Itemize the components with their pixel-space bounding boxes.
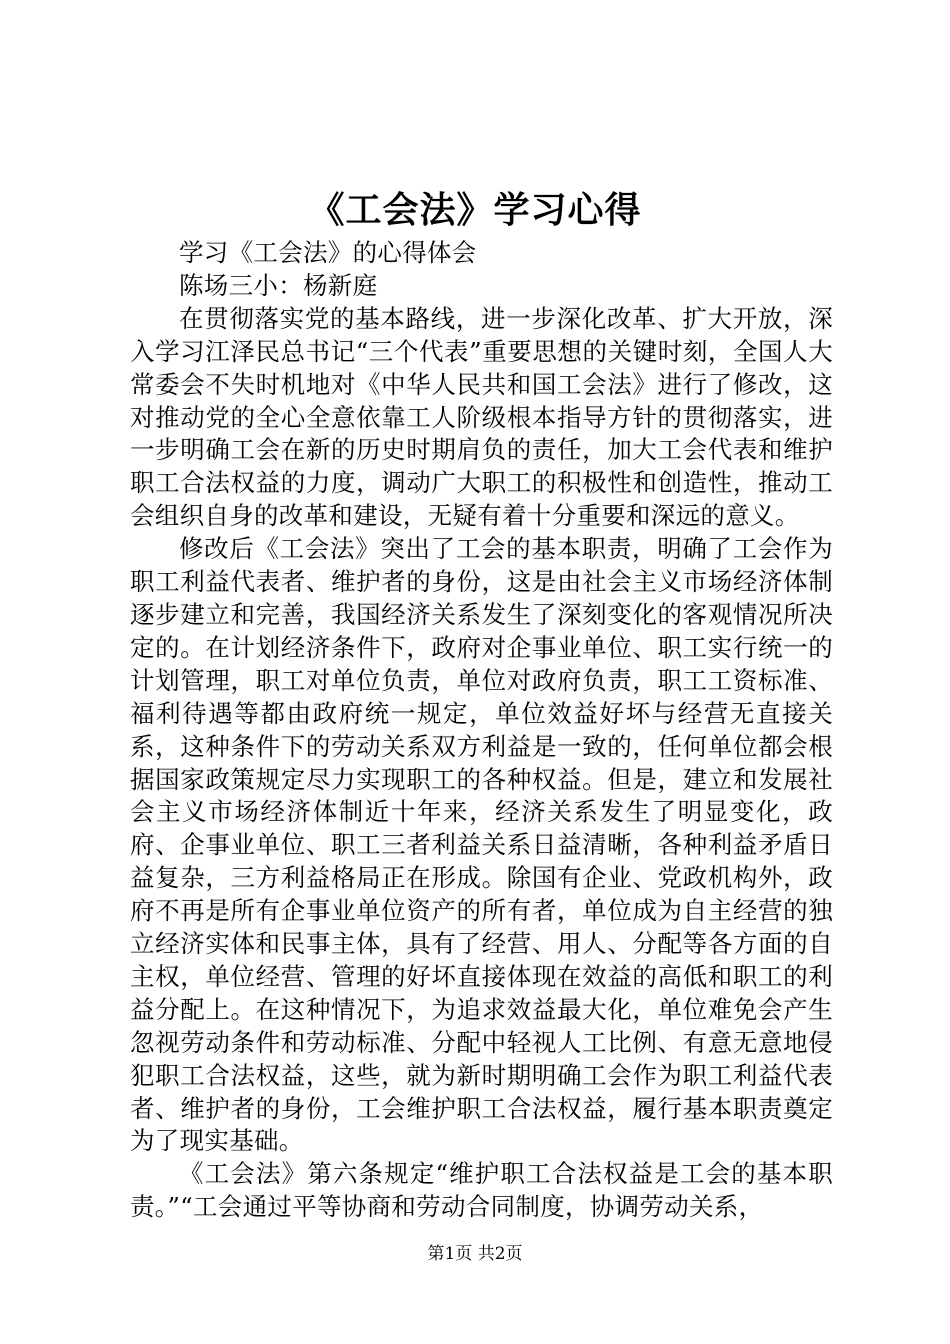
- author-line: 陈场三小：杨新庭: [179, 270, 378, 300]
- document-body: [130, 237, 833, 1224]
- document-title: 《工会法》学习心得: [308, 189, 642, 231]
- body-paragraph-3: 《工会法》第六条规定“维护职工合法权益是工会的基本职责。”“工会通过平等协商和劳动合同制度，协调劳动关系，: [130, 1159, 833, 1222]
- page-number-footer: 第1页 共2页: [427, 1244, 523, 1264]
- document-subtitle: 学习《工会法》的心得体会: [179, 238, 477, 267]
- body-paragraph-1: 在贯彻落实党的基本路线，进一步深化改革、扩大开放，深入学习江泽民总书记“三个代表”重要思想的关键时刻，全国人大常委会不失时机地对《中华人民共和国工会法》进行了修改，这对推动党的全心全意依靠工人阶级根本指导方针的贯彻落实，进一步明确工会在新的历史时期肩负的责任，加大工会代表和维护职工合法权益的力度，调动广大职工的积极性和创造性，推动工会组织自身的改革和建设，无疑有着十分重要和深远的意义。: [130, 303, 833, 531]
- body-paragraph-2: 修改后《工会法》突出了工会的基本职责，明确了工会作为职工利益代表者、维护者的身份，这是由社会主义市场经济体制逐步建立和完善，我国经济关系发生了深刻变化的客观情况所决定的。在计划经济条件下，政府对企事业单位、职工实行统一的计划管理，职工对单位负责，单位对政府负责，职工工资标准、福利待遇等都由政府统一规定，单位效益好坏与经营无直接关系，这种条件下的劳动关系双方利益是一致的，任何单位都会根据国家政策规定尽力实现职工的各种权益。但是，建立和发展社会主义市场经济体制近十年来，经济关系发生了明显变化，政府、企事业单位、职工三者利益关系日益清晰，各种利益矛盾日益复杂，三方利益格局正在形成。除国有企业、党政机构外，政府不再是所有企事业单位资产的所有者，单位成为自主经营的独立经济实体和民事主体，具有了经营、用人、分配等各方面的自主权，单位经营、管理的好坏直接体现在效益的高低和职工的利益分配上。在这种情况下，为追求效益最大化，单位难免会产生忽视劳动条件和劳动标准、分配中轻视人工比例、有意无意地侵犯职工合法权益，这些，就为新时期明确工会作为职工利益代表者、维护者的身份，工会维护职工合法权益，履行基本职责奠定为了现实基础。: [130, 534, 833, 1156]
